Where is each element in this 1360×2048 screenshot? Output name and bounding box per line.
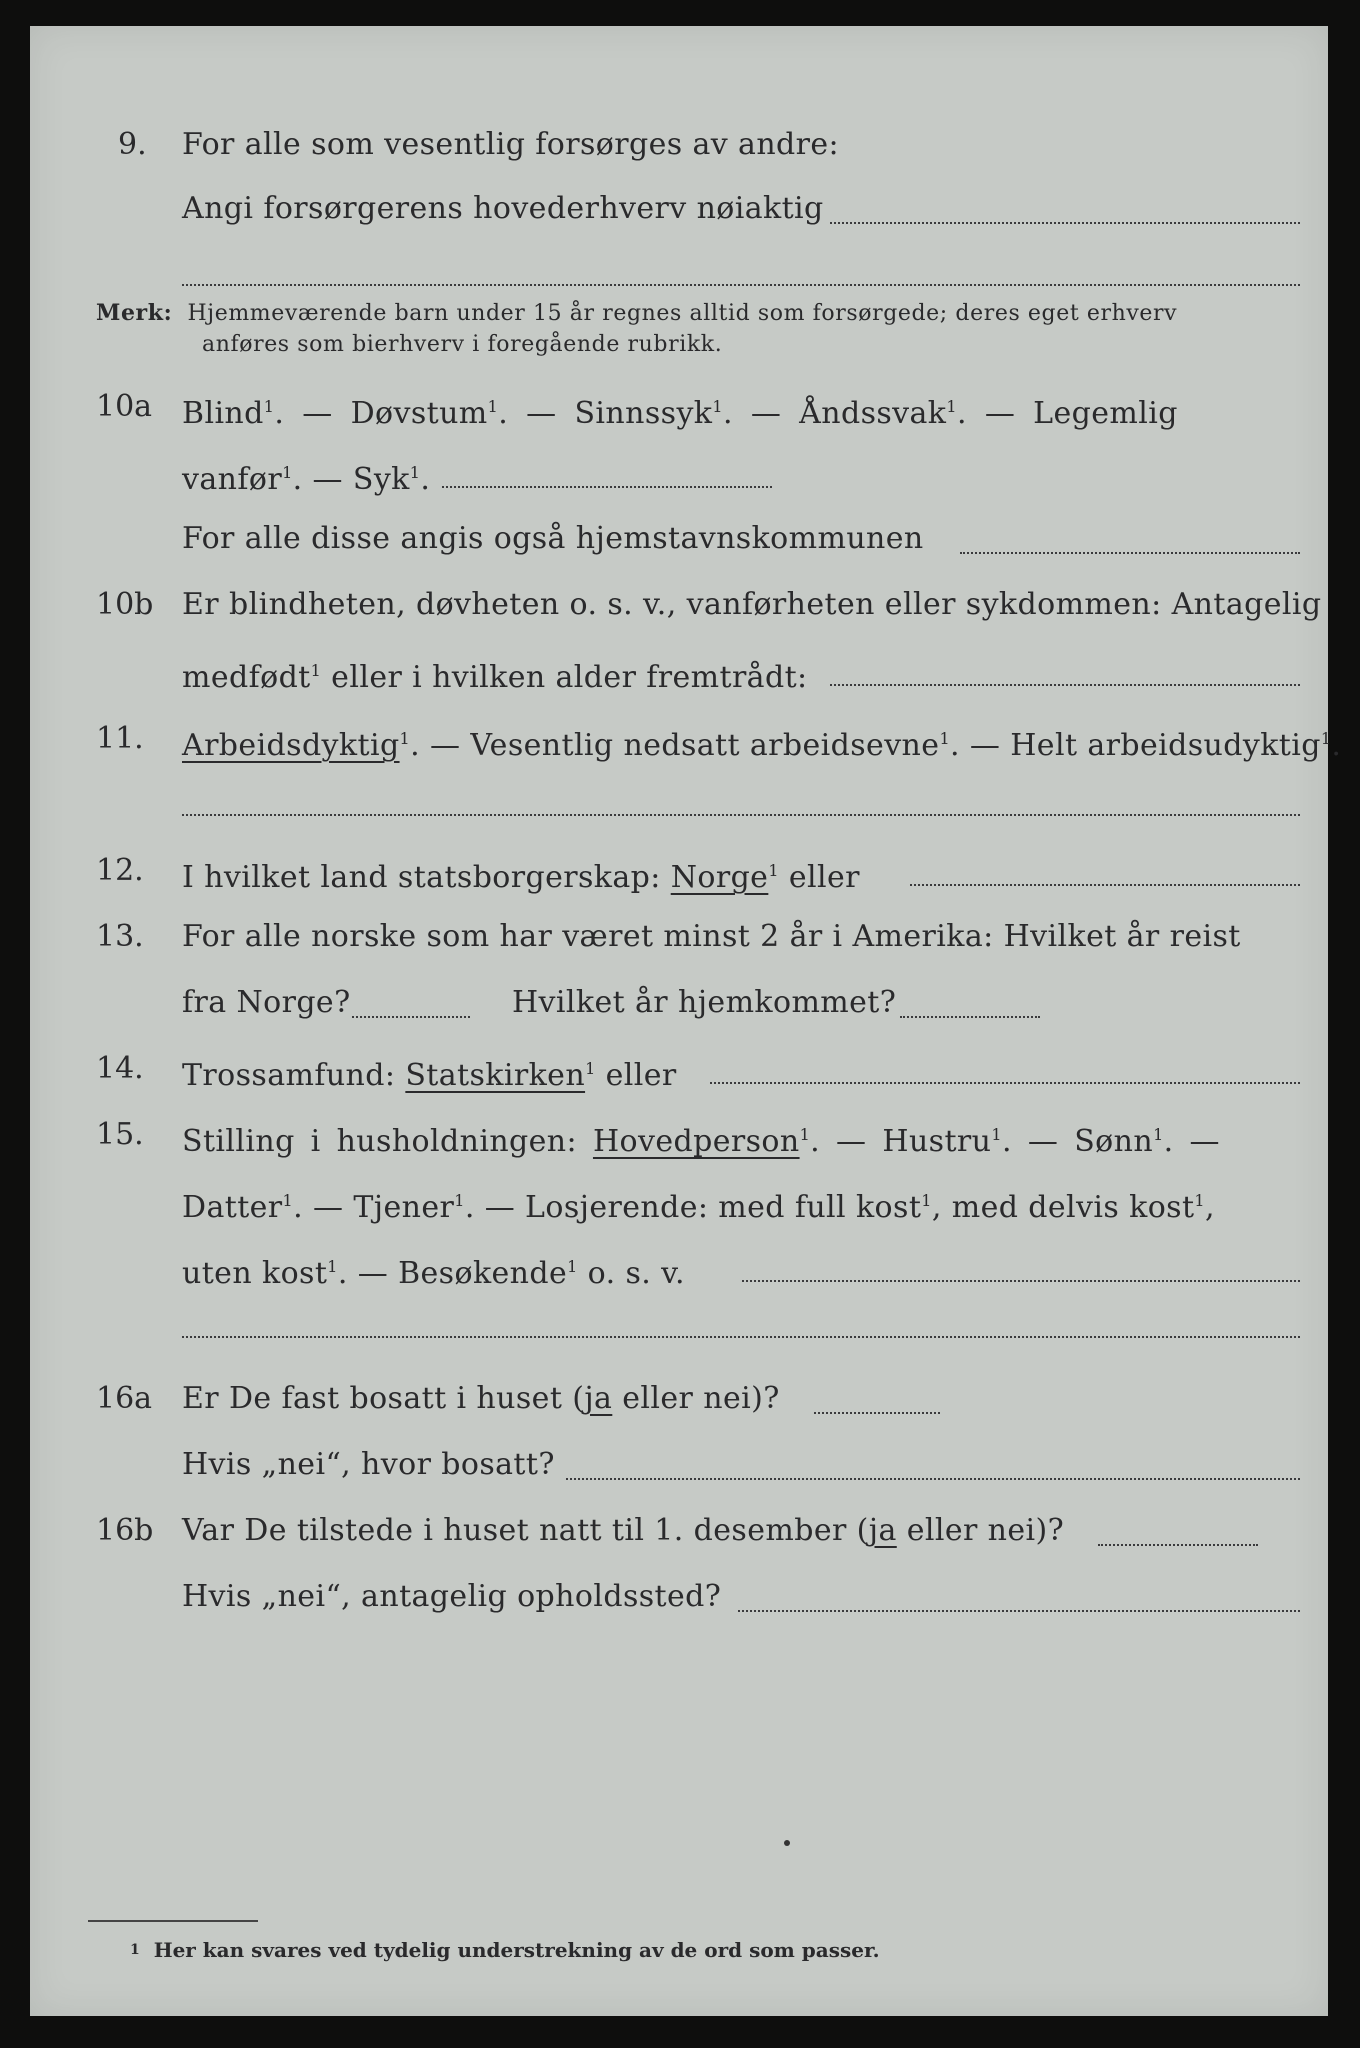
q16a-line-2: Hvis „nei“, hvor bosatt? (182, 1447, 555, 1482)
q14-prompt: Trossamfund: (182, 1058, 406, 1093)
q14-line (182, 1050, 677, 1095)
footnote (130, 1936, 880, 1964)
sup-1: 1 (454, 1191, 465, 1210)
footnote-text: Her kan svares ved tydelig understrekning av de ord som passer. (153, 1938, 880, 1962)
q16b-prompt: Var De tilstede i huset natt til 1. desember ( (182, 1513, 869, 1548)
sup-1: 1 (939, 729, 951, 748)
sup-1: 1 (768, 861, 779, 880)
option-nedsatt: . — Vesentlig nedsatt arbeidsevne (410, 728, 940, 763)
q11-answer-line (182, 814, 1300, 816)
q13-hjemkommet: Hvilket år hjemkommet? (512, 985, 897, 1020)
q10a-hjemstavn-line (960, 552, 1300, 554)
ink-dot (784, 1840, 790, 1846)
q14-number: 14. (96, 1051, 144, 1086)
q16b-line-2: Hvis „nei“, antagelig opholdssted? (182, 1579, 722, 1614)
q12-line (182, 852, 860, 897)
sup-1: 1 (263, 397, 275, 416)
q9-number: 9. (118, 127, 147, 162)
q16a-prompt: Er De fast bosatt i huset ( (182, 1381, 585, 1416)
sup-1: 1 (1320, 729, 1332, 748)
sup-1: 1 (799, 1125, 811, 1144)
q15-line-2 (182, 1182, 1215, 1227)
q10a-answer-line (442, 486, 772, 488)
period: . (420, 462, 431, 497)
q13-hjemkommet-line (900, 1016, 1040, 1018)
q15-line-1 (182, 1116, 1220, 1161)
q12-prompt: I hvilket land statsborgerskap: (182, 860, 671, 895)
period: . (1331, 728, 1342, 763)
option-sinnssyk: . — Sinnssyk (498, 396, 713, 431)
q15-answer-line (742, 1280, 1300, 1282)
sup-1: 1 (282, 1191, 294, 1210)
q16a-bosatt-line (566, 1478, 1300, 1480)
q13-number: 13. (96, 919, 144, 954)
q16a-eller-nei: eller nei)? (612, 1381, 780, 1416)
dash: . — (1163, 1124, 1220, 1159)
sup-1: 1 (991, 1125, 1002, 1144)
q15-osv: o. s. v. (577, 1256, 685, 1291)
q12-answer-line (910, 884, 1300, 886)
option-blind: Blind (182, 396, 264, 431)
q10b-line-2 (182, 652, 808, 697)
option-ja: ja (868, 1513, 897, 1548)
q10b-answer-line (830, 684, 1300, 686)
q13-line-1: For alle norske som har været minst 2 år i Amerika: Hvilket år reist (182, 919, 1241, 954)
merk-line-2: anføres som bierhverv i foregående rubrikk. (202, 332, 723, 357)
q9-prompt: Angi forsørgerens hovederhverv nøiaktig (182, 191, 824, 226)
q16b-line-1 (182, 1512, 1064, 1550)
option-delvis-kost: , med delvis kost (931, 1190, 1195, 1225)
merk-label: Merk: (96, 300, 173, 326)
q10a-line-2 (182, 454, 430, 499)
option-dovstum: . — Døvstum (274, 396, 488, 431)
comma: , (1205, 1190, 1215, 1225)
q9-answer-line-2 (182, 284, 1300, 286)
q11-number: 11. (96, 721, 144, 756)
q16b-number: 16b (96, 1513, 154, 1548)
footnote-mark: 1 (130, 1942, 140, 1958)
option-tjener: . — Tjener (293, 1190, 455, 1225)
sup-1: 1 (946, 397, 957, 416)
sup-1: 1 (399, 729, 411, 748)
q16b-eller-nei: eller nei)? (896, 1513, 1065, 1548)
option-medfodt: medfødt (182, 660, 311, 695)
q10b-age-prompt: eller i hvilken alder fremtrådt: (321, 660, 808, 695)
q10a-line-3: For alle disse angis også hjemstavnskommunen (182, 521, 924, 556)
option-full-kost: . — Losjerende: med full kost (464, 1190, 922, 1225)
q11-line (182, 720, 1341, 765)
sup-1: 1 (1194, 1191, 1206, 1210)
q16a-answer-line (814, 1412, 940, 1414)
merk-line-1: Hjemmeværende barn under 15 år regnes alltid som forsørgede; deres eget erhverv (187, 301, 1178, 326)
q14-answer-line (710, 1082, 1300, 1084)
option-arbeidsdyktig: Arbeidsdyktig (182, 728, 400, 763)
option-legemlig: . — Legemlig (956, 396, 1178, 431)
option-andssvak: . — Åndssvak (722, 396, 947, 431)
sup-1: 1 (327, 1257, 338, 1276)
option-uten-kost: uten kost (182, 1256, 328, 1291)
merk-note (96, 298, 1177, 329)
q15-prompt: Stilling i husholdningen: (182, 1124, 593, 1159)
q13-reist: fra Norge? (182, 985, 351, 1020)
option-besokende: . — Besøkende (337, 1256, 568, 1291)
sup-1: 1 (1153, 1125, 1164, 1144)
q16b-answer-line (1098, 1544, 1258, 1546)
q12-eller: eller (778, 860, 860, 895)
q14-eller: eller (595, 1058, 677, 1093)
q10a-number: 10a (96, 389, 153, 424)
q9-question: For alle som vesentlig forsørges av andre: (182, 127, 840, 162)
q16b-opholdssted-line (738, 1610, 1300, 1612)
option-vanfor: vanfør (182, 462, 283, 497)
option-ja: ja (584, 1381, 613, 1416)
sup-1: 1 (921, 1191, 932, 1210)
q16a-line-1 (182, 1380, 780, 1418)
option-datter: Datter (182, 1190, 283, 1225)
sup-1: 1 (487, 397, 499, 416)
sup-1: 1 (282, 463, 293, 482)
q15-number: 15. (96, 1117, 144, 1152)
q15-answer-line-2 (182, 1336, 1300, 1338)
footnote-rule (88, 1920, 258, 1922)
q10b-number: 10b (96, 587, 154, 622)
option-syk: . — Syk (292, 462, 410, 497)
q10b-line-1: Er blindheten, døvheten o. s. v., vanførheten eller sykdommen: Antagelig (182, 587, 1322, 622)
q9-answer-line (830, 222, 1300, 224)
option-hovedperson: Hovedperson (592, 1124, 800, 1159)
q12-number: 12. (96, 853, 144, 888)
sup-1: 1 (567, 1257, 578, 1276)
sup-1: 1 (585, 1059, 596, 1078)
option-hustru: . — Hustru (810, 1124, 992, 1159)
option-norge: Norge (670, 860, 769, 895)
q10a-line-1 (182, 388, 1178, 433)
option-sonn: . — Sønn (1001, 1124, 1154, 1159)
option-udyktig: . — Helt arbeidsudyktig (950, 728, 1321, 763)
census-form-page (30, 26, 1342, 2016)
q13-reist-line (352, 1016, 470, 1018)
sup-1: 1 (409, 463, 421, 482)
q15-line-3 (182, 1248, 685, 1293)
sup-1: 1 (712, 397, 723, 416)
sup-1: 1 (310, 661, 322, 680)
q16a-number: 16a (96, 1381, 153, 1416)
option-statskirken: Statskirken (405, 1058, 586, 1093)
